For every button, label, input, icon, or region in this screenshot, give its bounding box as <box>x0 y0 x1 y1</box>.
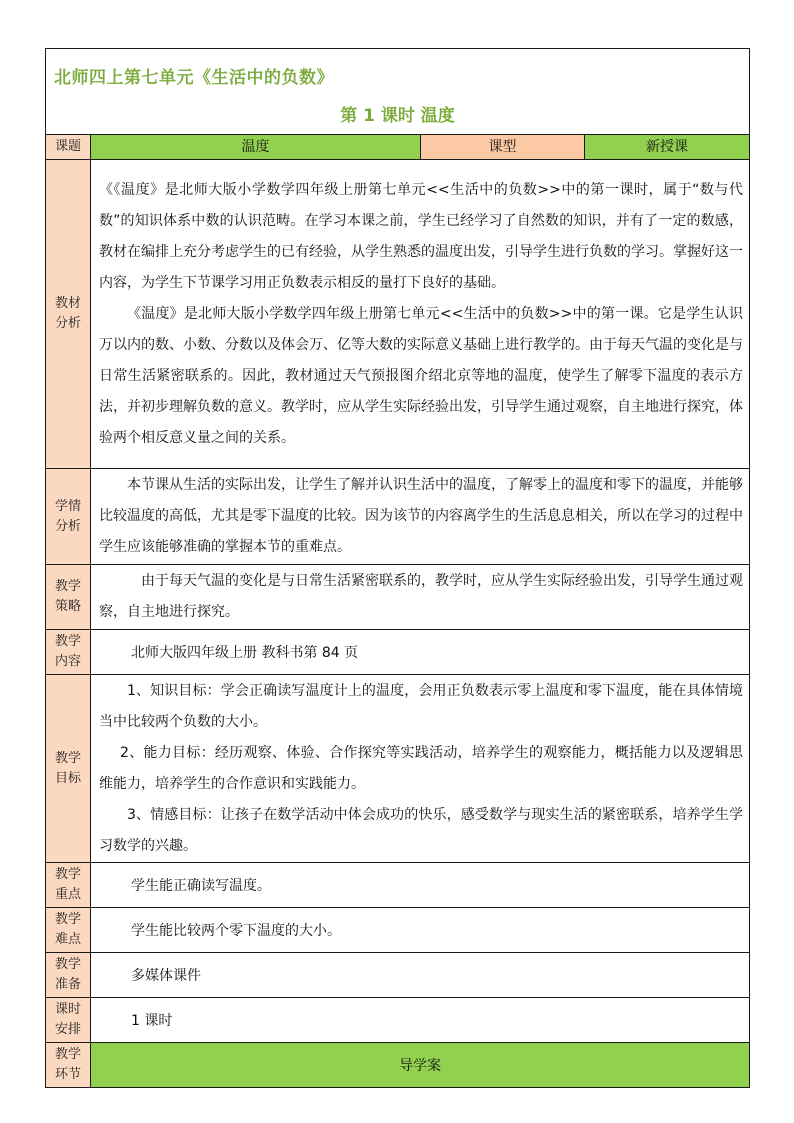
material-analysis <box>91 160 750 469</box>
topic-value: 温度 <box>91 135 421 160</box>
schedule-label: 课时 安排 <box>46 998 91 1043</box>
goal-item: 2、能力目标：经历观察、体验、合作探究等实践活动，培养学生的观察能力，概括能力以及逻辑思维能力，培养学生的合作意识和实践能力。 <box>99 744 743 792</box>
content-label: 教学 内容 <box>46 630 91 675</box>
type-label: 课型 <box>421 135 585 160</box>
type-value: 新授课 <box>585 135 750 160</box>
goal-item: 1、知识目标：学会正确读写温度计上的温度，会用正负数表示零上温度和零下温度，能在具体情境当中比较两个负数的大小。 <box>99 682 743 730</box>
teaching-content: 北师大版四年级上册 教科书第 84 页 <box>91 630 750 675</box>
teaching-focus: 学生能正确读写温度。 <box>91 863 750 908</box>
title-cell <box>46 49 750 135</box>
material-paragraph: 《温度》是北师大版小学数学四年级上册第七单元<<生活中的负数>>中的第一课。它是学生认识万以内的数、小数、分数以及体会万、亿等大数的实际意义基础上进行教学的。由于每天气温的变化是与日常生活紧密联系的。因此，教材通过天气预报图介绍北京等地的温度，使学生了解零下温度的表示方法，并初步理解负数的意义。教学时，应从学生实际经验出发，引导学生通过观察，自主地进行探究，体验两个相反意义量之间的关系。 <box>99 305 743 446</box>
difficulty-label: 教学 难点 <box>46 908 91 953</box>
teaching-prep: 多媒体课件 <box>91 953 750 998</box>
lesson-plan <box>45 48 749 1088</box>
students-label: 学情 分析 <box>46 469 91 565</box>
student-analysis <box>91 469 750 565</box>
material-paragraph: 《《温度》是北师大版小学数学四年级上册第七单元<<生活中的负数>>中的第一课时，属于“数与代数”的知识体系中数的认识范畴。在学习本课之前，学生已经学习了自然数的知识，并有了一定的数感，教材在编排上充分考虑学生的已有经验，从学生熟悉的温度出发，引导学生进行负数的学习。掌握好这一内容，为学生下节课学习用正负数表示相反的量打下良好的基础。 <box>99 181 743 291</box>
lesson-plan-table <box>45 48 750 1088</box>
goals-label: 教学 目标 <box>46 675 91 863</box>
students-paragraph: 本节课从生活的实际出发，让学生了解并认识生活中的温度，了解零上的温度和零下的温度，并能够比较温度的高低，尤其是零下温度的比较。因为该节的内容离学生的生活息息相关，所以在学习的过程中学生应该能够准确的掌握本节的重难点。 <box>99 477 743 555</box>
prep-label: 教学 准备 <box>46 953 91 998</box>
goal-item: 3、情感目标：让孩子在数学活动中体会成功的快乐，感受数学与现实生活的紧密联系，培养学生学习数学的兴趣。 <box>99 806 743 854</box>
process-label: 教学 环节 <box>46 1043 91 1088</box>
strategy-label: 教学 策略 <box>46 565 91 630</box>
lesson-title: 第 1 课时 温度 <box>340 106 455 126</box>
schedule-value: 1 课时 <box>91 998 750 1043</box>
process-value: 导学案 <box>91 1043 750 1088</box>
unit-title: 北师四上第七单元《生活中的负数》 <box>54 68 334 88</box>
strategy-paragraph: 由于每天气温的变化是与日常生活紧密联系的，教学时，应从学生实际经验出发，引导学生通过观察，自主地进行探究。 <box>99 573 743 620</box>
teaching-difficulty: 学生能比较两个零下温度的大小。 <box>91 908 750 953</box>
material-label: 教材 分析 <box>46 160 91 469</box>
teaching-goals <box>91 675 750 863</box>
topic-label: 课题 <box>46 135 91 160</box>
teaching-strategy <box>91 565 750 630</box>
focus-label: 教学 重点 <box>46 863 91 908</box>
